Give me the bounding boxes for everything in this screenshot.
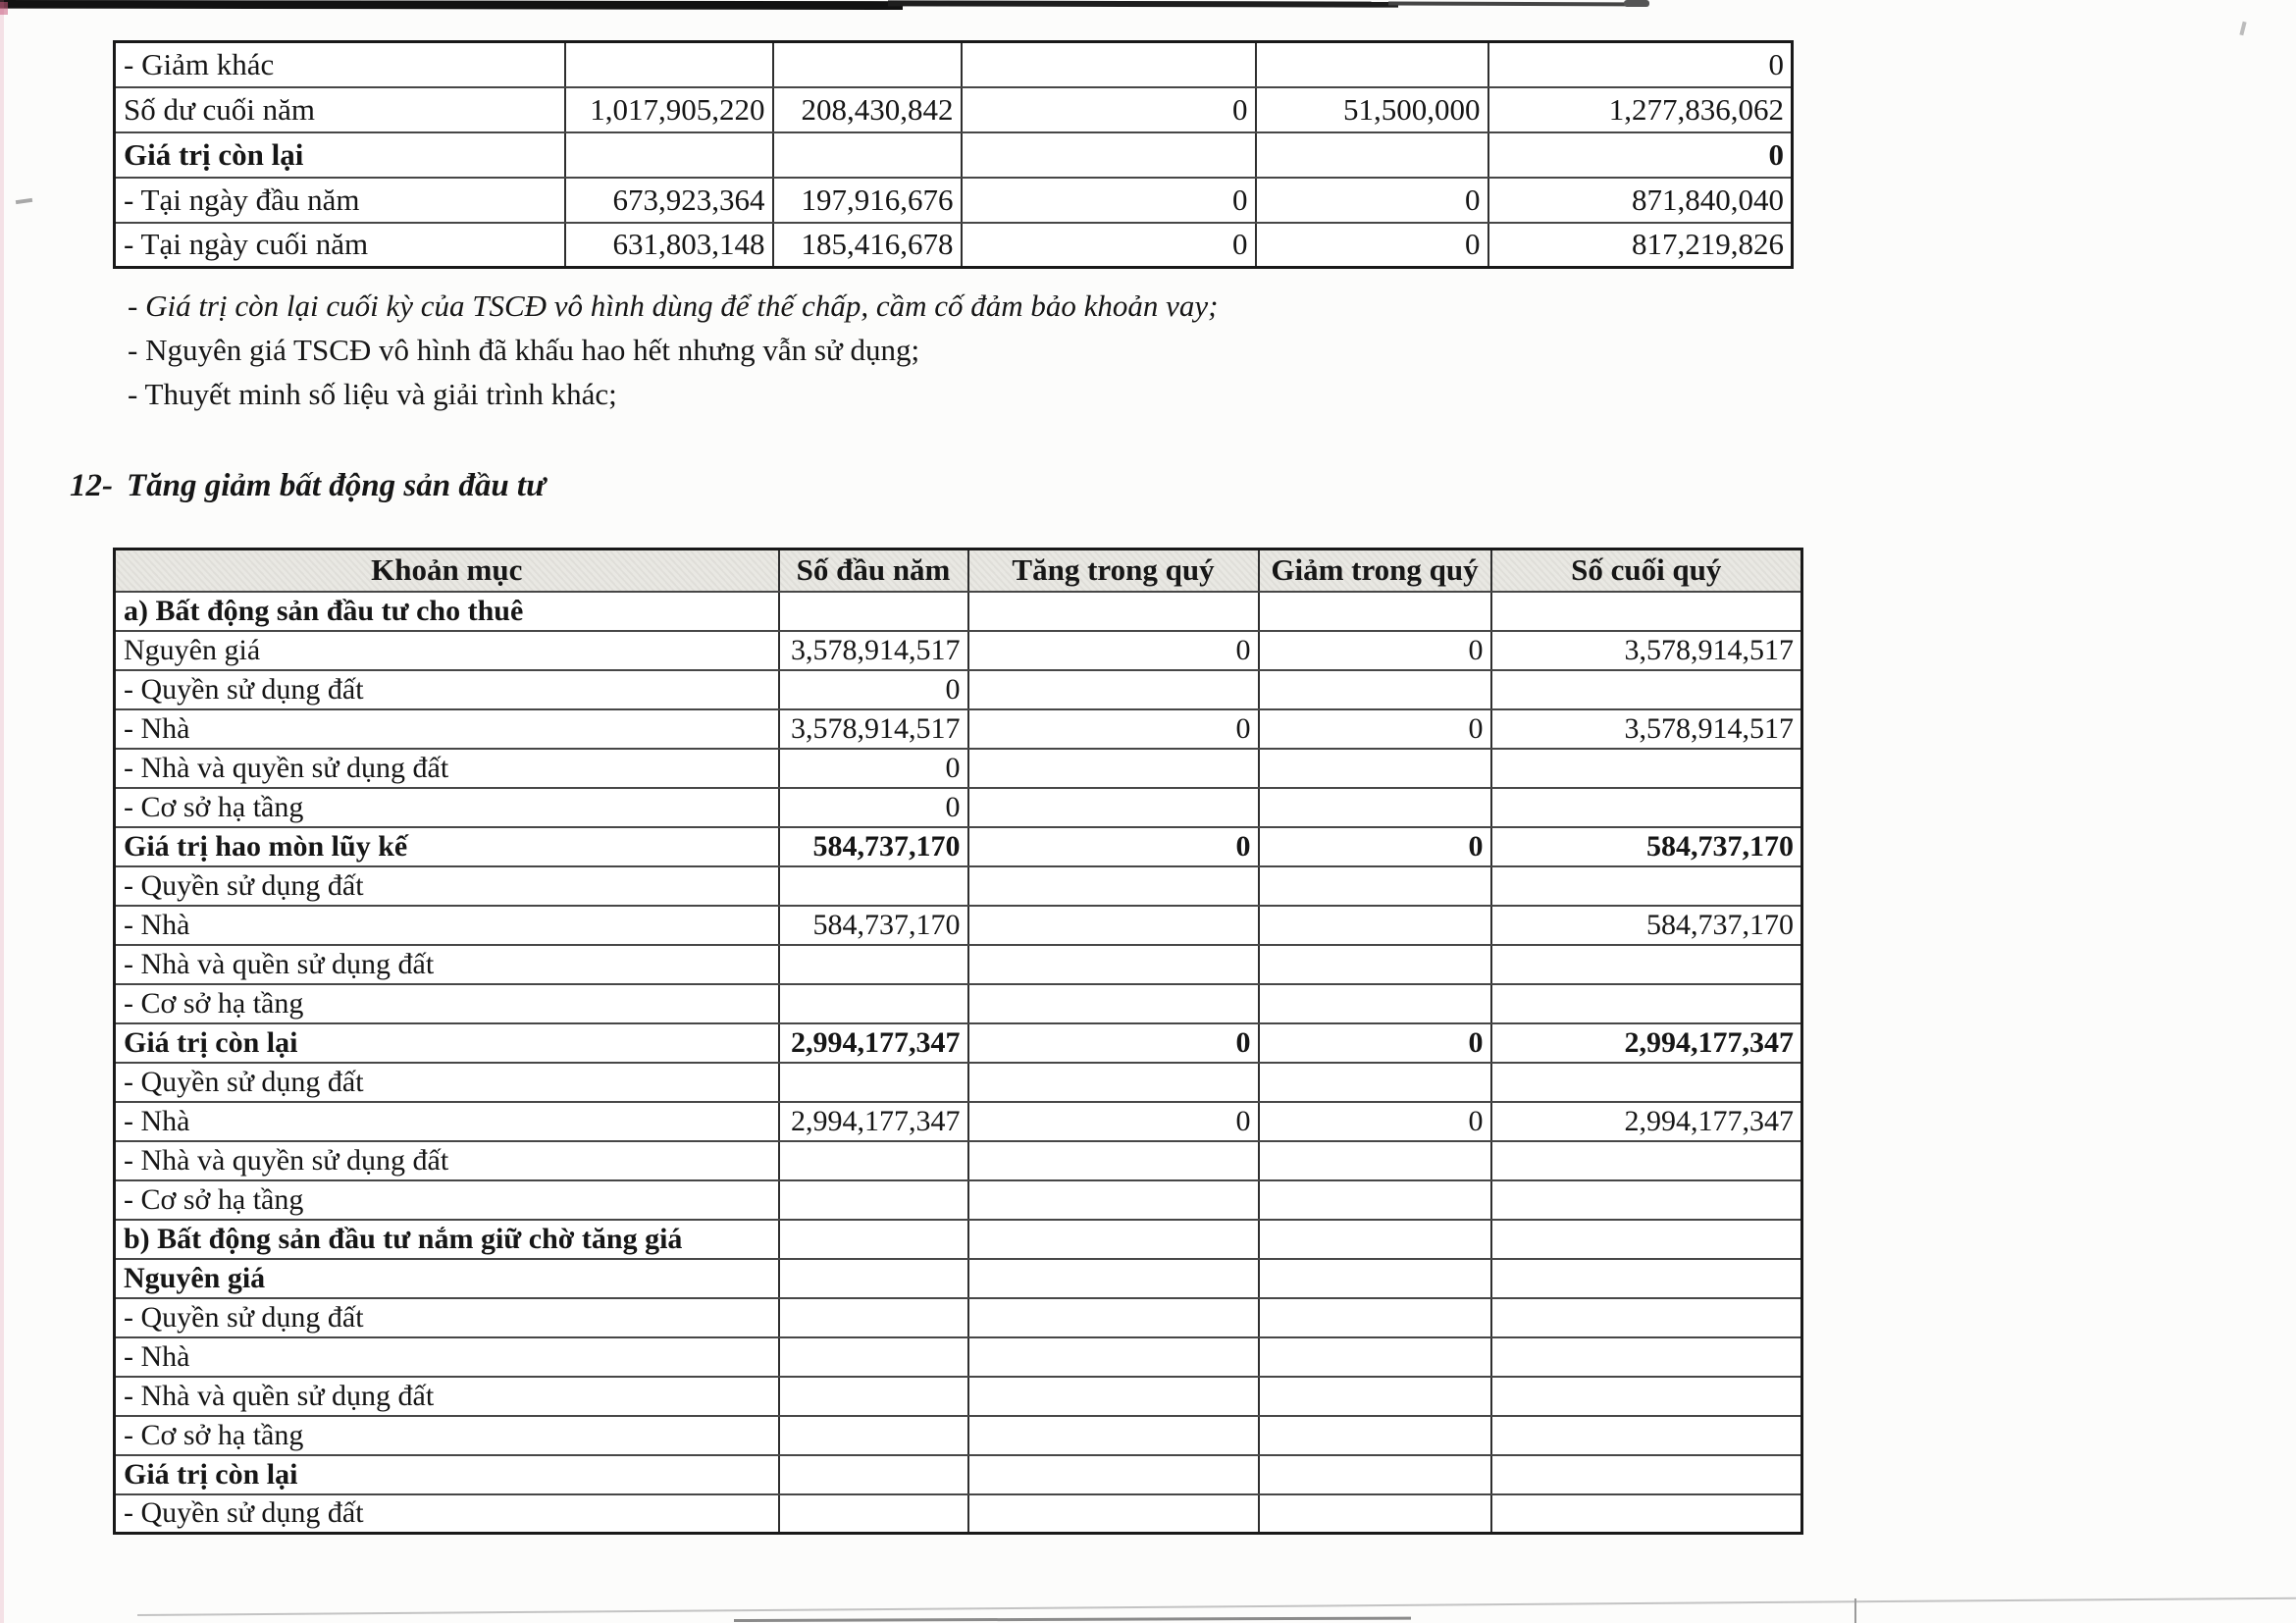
note-line: - Thuyết minh số liệu và giải trình khác; (128, 377, 617, 411)
row-label: - Quyền sử dụng đất (115, 670, 779, 709)
row-label: - Nhà và quyền sử dụng đất (115, 749, 779, 788)
cell-value (1259, 1337, 1491, 1377)
row-label: - Nhà (115, 1102, 779, 1141)
cell-value (1491, 1455, 1802, 1494)
scan-artifact-top-bar (1388, 2, 1648, 7)
table-row (115, 1416, 1802, 1455)
cell-value (1259, 1259, 1491, 1298)
row-label: - Nhà và quền sử dụng đất (115, 1377, 779, 1416)
row-label: a) Bất động sản đầu tư cho thuê (115, 592, 779, 631)
cell-value (1259, 1494, 1491, 1534)
table-row (115, 1023, 1802, 1063)
cell-value (1259, 1180, 1491, 1220)
cell-value (1491, 1337, 1802, 1377)
column-header: Tăng trong quý (968, 550, 1259, 592)
table-row (115, 1298, 1802, 1337)
cell-value (1256, 42, 1488, 87)
cell-value (968, 1180, 1259, 1220)
cell-value: 0 (968, 631, 1259, 670)
cell-value: 584,737,170 (779, 906, 968, 945)
row-label: Giá trị còn lại (115, 1455, 779, 1494)
cell-value (779, 1180, 968, 1220)
column-header: Số đầu năm (779, 550, 968, 592)
scan-artifact-left-strip (0, 0, 4, 1623)
scan-artifact-bottom-tick (1854, 1598, 1856, 1623)
cell-value (779, 1063, 968, 1102)
cell-value (968, 906, 1259, 945)
row-label: - Cơ sở hạ tầng (115, 984, 779, 1023)
cell-value (1256, 132, 1488, 178)
cell-value (1259, 1377, 1491, 1416)
table-row (115, 42, 1793, 87)
investment-property-table-header (115, 550, 1802, 592)
table-row (115, 1141, 1802, 1180)
table-row (115, 1063, 1802, 1102)
cell-value (1259, 1298, 1491, 1337)
cell-value (1491, 1180, 1802, 1220)
cell-value: 3,578,914,517 (779, 709, 968, 749)
table-row (115, 1377, 1802, 1416)
scan-artifact-left-mark (0, 2, 8, 15)
scan-artifact-right-speck (2239, 22, 2246, 36)
row-label: - Quyền sử dụng đất (115, 1063, 779, 1102)
cell-value (1259, 592, 1491, 631)
footnotes (128, 284, 1218, 416)
cell-value: 673,923,364 (565, 178, 773, 223)
cell-value (1259, 945, 1491, 984)
cell-value (968, 1063, 1259, 1102)
table-row (115, 788, 1802, 827)
note-line: - Giá trị còn lại cuối kỳ của TSCĐ vô hình dùng để thế chấp, cầm cố đảm bảo khoản vay; (128, 288, 1219, 323)
header-row (115, 550, 1802, 592)
cell-value (1259, 1220, 1491, 1259)
cell-value: 1,277,836,062 (1488, 87, 1793, 132)
cell-value (1259, 788, 1491, 827)
cell-value (773, 42, 962, 87)
cell-value (1491, 945, 1802, 984)
table-row (115, 223, 1793, 268)
cell-value: 631,803,148 (565, 223, 773, 268)
cell-value: 0 (1488, 42, 1793, 87)
section-heading (70, 468, 546, 504)
cell-value (565, 42, 773, 87)
cell-value (779, 1455, 968, 1494)
cell-value (968, 866, 1259, 906)
cell-value (1491, 1416, 1802, 1455)
cell-value: 584,737,170 (1491, 827, 1802, 866)
investment-property-table (113, 548, 1803, 1535)
table-row (115, 827, 1802, 866)
cell-value: 0 (1256, 223, 1488, 268)
cell-value (962, 42, 1256, 87)
row-label: - Quyền sử dụng đất (115, 1494, 779, 1534)
cell-value: 0 (1259, 1023, 1491, 1063)
row-label: b) Bất động sản đầu tư nắm giữ chờ tăng giá (115, 1220, 779, 1259)
scan-artifact-left-dash (16, 198, 32, 204)
table-row (115, 1337, 1802, 1377)
row-label: - Nhà (115, 709, 779, 749)
column-header: Số cuối quý (1491, 550, 1802, 592)
cell-value (1491, 592, 1802, 631)
cell-value (1259, 1455, 1491, 1494)
cell-value: 2,994,177,347 (779, 1023, 968, 1063)
table-row (115, 1220, 1802, 1259)
cell-value (968, 749, 1259, 788)
cell-value: 817,219,826 (1488, 223, 1793, 268)
cell-value: 0 (779, 749, 968, 788)
scan-artifact-bottom-line (734, 1617, 1411, 1622)
table-row (115, 709, 1802, 749)
cell-value (968, 592, 1259, 631)
row-label: - Nhà và quền sử dụng đất (115, 945, 779, 984)
table-row (115, 132, 1793, 178)
cell-value (1491, 1141, 1802, 1180)
scan-artifact-top-bar (888, 0, 1398, 7)
cell-value: 584,737,170 (779, 827, 968, 866)
row-label: Giá trị còn lại (115, 132, 565, 178)
cell-value (779, 1416, 968, 1455)
cell-value (1259, 1141, 1491, 1180)
cell-value: 0 (962, 178, 1256, 223)
cell-value (968, 1377, 1259, 1416)
cell-value: 0 (1488, 132, 1793, 178)
cell-value (1491, 1298, 1802, 1337)
cell-value (968, 788, 1259, 827)
cell-value (779, 1337, 968, 1377)
cell-value (779, 866, 968, 906)
cell-value (1491, 866, 1802, 906)
cell-value (1491, 1220, 1802, 1259)
cell-value: 2,994,177,347 (779, 1102, 968, 1141)
table-row (115, 749, 1802, 788)
cell-value (1259, 866, 1491, 906)
cell-value (779, 592, 968, 631)
intangible-assets-table-body (115, 42, 1793, 268)
cell-value (1491, 1259, 1802, 1298)
scan-artifact-bottom-line (137, 1597, 2296, 1616)
cell-value: 584,737,170 (1491, 906, 1802, 945)
scan-artifact-top-bar (0, 0, 903, 10)
cell-value: 2,994,177,347 (1491, 1023, 1802, 1063)
cell-value (779, 1259, 968, 1298)
row-label: - Cơ sở hạ tầng (115, 1416, 779, 1455)
table-row (115, 945, 1802, 984)
cell-value (779, 1298, 968, 1337)
row-label: - Giảm khác (115, 42, 565, 87)
cell-value: 51,500,000 (1256, 87, 1488, 132)
cell-value (779, 1141, 968, 1180)
row-label: Giá trị còn lại (115, 1023, 779, 1063)
table-row (115, 1455, 1802, 1494)
cell-value (779, 945, 968, 984)
scan-artifact-top-blob (1624, 0, 1649, 7)
table-row (115, 866, 1802, 906)
cell-value (968, 1455, 1259, 1494)
table-row (115, 906, 1802, 945)
cell-value: 3,578,914,517 (779, 631, 968, 670)
cell-value: 3,578,914,517 (1491, 709, 1802, 749)
cell-value (1259, 984, 1491, 1023)
cell-value (1491, 984, 1802, 1023)
row-label: - Nhà (115, 906, 779, 945)
column-header: Giảm trong quý (1259, 550, 1491, 592)
cell-value: 0 (968, 1102, 1259, 1141)
cell-value: 0 (968, 709, 1259, 749)
cell-value (1491, 749, 1802, 788)
cell-value: 0 (962, 87, 1256, 132)
row-label: Số dư cuối năm (115, 87, 565, 132)
cell-value (779, 1377, 968, 1416)
cell-value (968, 945, 1259, 984)
cell-value (779, 984, 968, 1023)
cell-value (1259, 906, 1491, 945)
cell-value (968, 984, 1259, 1023)
cell-value: 1,017,905,220 (565, 87, 773, 132)
cell-value (1491, 1494, 1802, 1534)
cell-value (968, 1494, 1259, 1534)
row-label: - Tại ngày đầu năm (115, 178, 565, 223)
row-label: - Nhà (115, 1337, 779, 1377)
cell-value: 185,416,678 (773, 223, 962, 268)
table-row (115, 631, 1802, 670)
cell-value (968, 670, 1259, 709)
row-label: - Quyền sử dụng đất (115, 866, 779, 906)
cell-value: 0 (1256, 178, 1488, 223)
cell-value (968, 1259, 1259, 1298)
cell-value: 0 (1259, 709, 1491, 749)
table-row (115, 178, 1793, 223)
cell-value: 2,994,177,347 (1491, 1102, 1802, 1141)
cell-value (1259, 749, 1491, 788)
cell-value (968, 1416, 1259, 1455)
cell-value (1259, 1063, 1491, 1102)
cell-value (1259, 1416, 1491, 1455)
cell-value: 871,840,040 (1488, 178, 1793, 223)
row-label: - Tại ngày cuối năm (115, 223, 565, 268)
section-title: Tăng giảm bất động sản đầu tư (127, 468, 546, 503)
row-label: - Cơ sở hạ tầng (115, 788, 779, 827)
cell-value (773, 132, 962, 178)
cell-value (1491, 1377, 1802, 1416)
cell-value (1491, 670, 1802, 709)
cell-value: 0 (1259, 631, 1491, 670)
table-row (115, 592, 1802, 631)
cell-value (1259, 670, 1491, 709)
cell-value (779, 1220, 968, 1259)
row-label: Giá trị hao mòn lũy kế (115, 827, 779, 866)
row-label: - Cơ sở hạ tầng (115, 1180, 779, 1220)
table-row (115, 1259, 1802, 1298)
table-row (115, 87, 1793, 132)
row-label: - Nhà và quyền sử dụng đất (115, 1141, 779, 1180)
cell-value (962, 132, 1256, 178)
cell-value: 197,916,676 (773, 178, 962, 223)
cell-value (968, 1220, 1259, 1259)
cell-value: 0 (1259, 1102, 1491, 1141)
cell-value: 208,430,842 (773, 87, 962, 132)
row-label: Nguyên giá (115, 1259, 779, 1298)
table-row (115, 1180, 1802, 1220)
note-line: - Nguyên giá TSCĐ vô hình đã khấu hao hết nhưng vẫn sử dụng; (128, 333, 920, 367)
cell-value (1491, 1063, 1802, 1102)
cell-value: 0 (779, 670, 968, 709)
cell-value: 0 (1259, 827, 1491, 866)
cell-value (565, 132, 773, 178)
cell-value (968, 1298, 1259, 1337)
cell-value: 0 (779, 788, 968, 827)
column-header: Khoản mục (115, 550, 779, 592)
table-row (115, 670, 1802, 709)
cell-value (968, 1141, 1259, 1180)
cell-value (968, 1337, 1259, 1377)
investment-property-table-body (115, 592, 1802, 1534)
cell-value: 0 (968, 1023, 1259, 1063)
cell-value (1491, 788, 1802, 827)
table-row (115, 1102, 1802, 1141)
intangible-assets-table-bottom (113, 40, 1794, 269)
row-label: - Quyền sử dụng đất (115, 1298, 779, 1337)
table-row (115, 1494, 1802, 1534)
cell-value: 0 (962, 223, 1256, 268)
section-number: 12- (70, 468, 113, 503)
cell-value: 0 (968, 827, 1259, 866)
cell-value: 3,578,914,517 (1491, 631, 1802, 670)
cell-value (779, 1494, 968, 1534)
table-row (115, 984, 1802, 1023)
row-label: Nguyên giá (115, 631, 779, 670)
